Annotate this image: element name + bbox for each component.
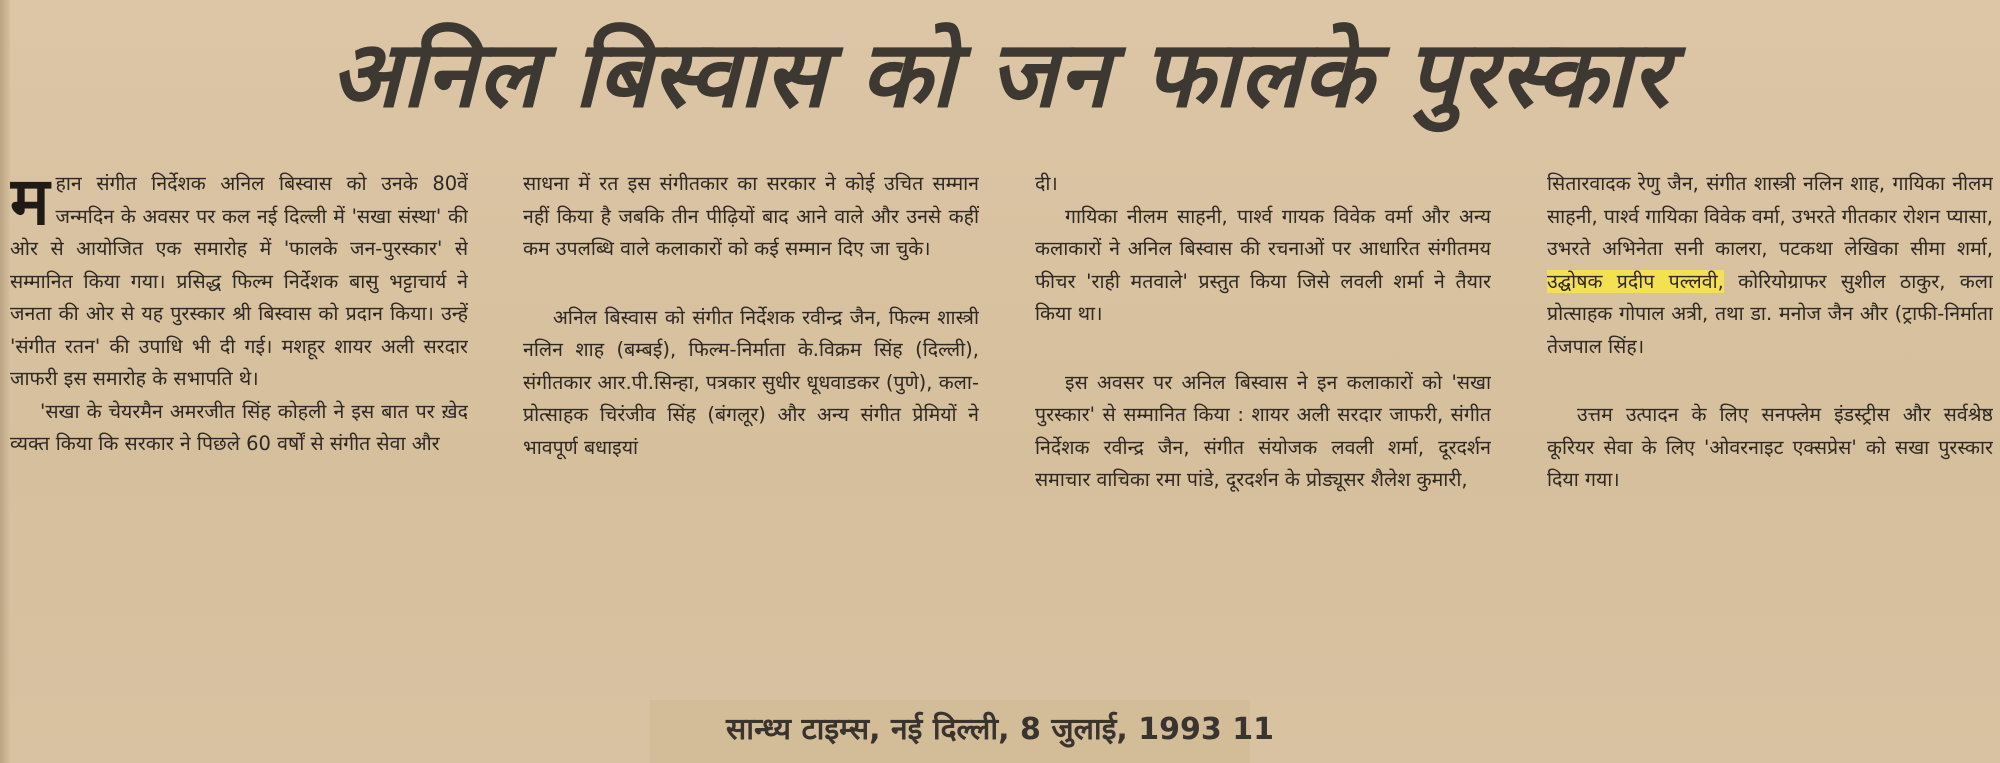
paragraph-text: कोरियोग्राफर सुशील ठाकुर, कला प्रोत्साहक गोपाल अत्री, तथा डा. मनोज जैन और (ट्राफी-निर्माता तेजपाल सिंह। xyxy=(1547,269,1993,358)
paragraph-text: सितारवादक रेणु जैन, संगीत शास्त्री नलिन शाह, गायिका नीलम साहनी, पार्श्व गायिका विवेक वर्मा, उभरते गीतकार रोशन प्यासा, उभरते अभिनेता सनी कालरा, पटकथा लेखिका सीमा शर्मा, xyxy=(1547,172,1993,260)
column-2 xyxy=(523,168,979,688)
paragraph: इस अवसर पर अनिल बिस्वास ने इन कलाकारों को 'सखा पुरस्कार' से सम्मानित किया : शायर अली सरदार जाफरी, संगीत निर्देशक रवीन्द्र जैन, संगीत संयोजक लवली शर्मा, दूरदर्शन समाचार वाचिका रमा पांडे, दूरदर्शन के प्रोड्यूसर शैलेश कुमारी, xyxy=(1035,370,1491,491)
paragraph: साधना में रत इस संगीतकार का सरकार ने कोई उचित सम्मान नहीं किया है जबकि तीन पीढ़ियों बाद आने वाले और उनसे कहीं कम उपलब्धि वाले कलाकारों को कई सम्मान दिए जा चुके। xyxy=(523,172,979,260)
paragraph: उत्तम उत्पादन के लिए सनफ्लेम इंडस्ट्रीस और सर्वश्रेष्ठ कूरियर सेवा के लिए 'ओवरनाइट एक्सप्रेस' को सखा पुरस्कार दिया गया। xyxy=(1547,403,1993,491)
source-credit: सान्ध्य टाइम्स, नई दिल्ली, 8 जुलाई, 1993 11 xyxy=(726,712,1274,747)
article-body xyxy=(10,168,1995,688)
column-4 xyxy=(1547,168,1993,688)
paragraph xyxy=(1547,168,1993,363)
highlighted-text: उद्घोषक प्रदीप पल्लवी, xyxy=(1547,269,1724,293)
paragraph-text: हान संगीत निर्देशक अनिल बिस्वास को उनके 80वें जन्मदिन के अवसर पर कल नई दिल्ली में 'सखा संस्था' की ओर से आयोजित एक समारोह में 'फालके जन-पुरस्कार' से सम्मानित किया गया। प्रसिद्ध फिल्म निर्देशक बासु भट्टाचार्य ने जनता की ओर से यह पुरस्कार श्री बिस्वास को प्रदान किया। उन्हें 'संगीत रतन' की उपाधि भी दी गई। मशहूर शायर अली सरदार जाफरी इस समारोह के सभापति थे। xyxy=(10,172,468,390)
paragraph: दी। xyxy=(1035,172,1058,195)
paragraph: गायिका नीलम साहनी, पार्श्व गायक विवेक वर्मा और अन्य कलाकारों ने अनिल बिस्वास की रचनाओं पर आधारित संगीतमय फीचर 'राही मतवाले' प्रस्तुत किया जिसे लवली शर्मा ने तैयार किया था। xyxy=(1035,204,1491,325)
column-3 xyxy=(1035,168,1491,688)
paragraph: 'सखा के चेयरमैन अमरजीत सिंह कोहली ने इस बात पर ख़ेद व्यक्त किया कि सरकार ने पिछले 60 वर्षों से संगीत सेवा और xyxy=(10,399,468,455)
headline: अनिल बिस्वास को जन फालके पुरस्कार xyxy=(330,21,1670,128)
paragraph xyxy=(10,168,468,396)
paragraph: अनिल बिस्वास को संगीत निर्देशक रवीन्द्र जैन, फिल्म शास्त्री नलिन शाह (बम्बई), फिल्म-निर्माता के.विक्रम सिंह (दिल्ली), संगीतकार आर.पी.सिन्हा, पत्रकार सुधीर धूधवाडकर (पुणे), कला-प्रोत्साहक चिरंजीव सिंह (बंगलूर) और अन्य संगीत प्रेमियों ने भावपूर्ण बधाइयां xyxy=(523,305,979,459)
drop-cap: म xyxy=(10,168,50,240)
column-1 xyxy=(10,168,468,688)
